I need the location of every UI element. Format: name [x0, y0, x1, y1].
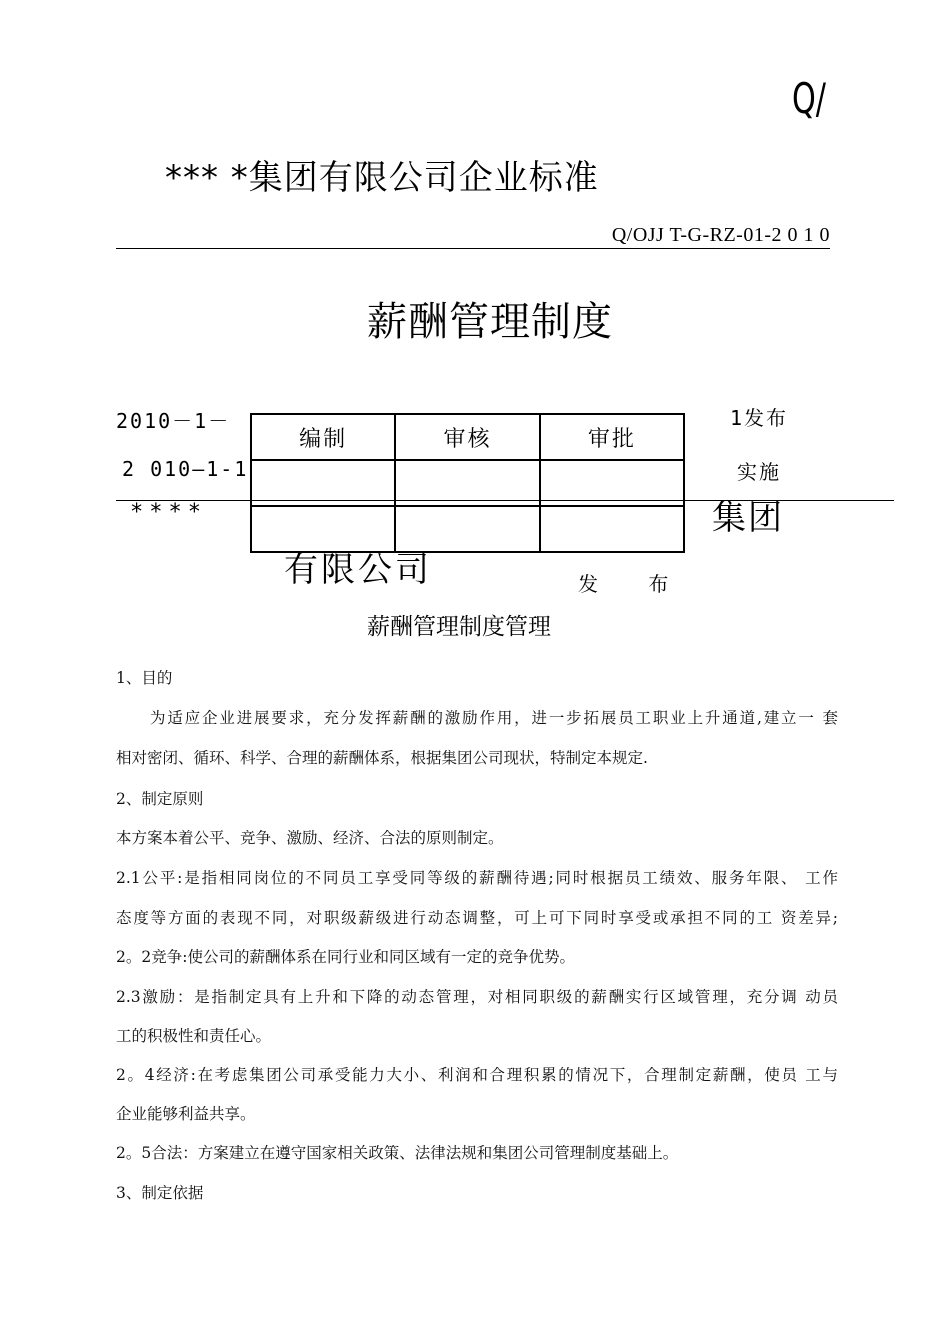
heading-purpose: 1、目的: [116, 669, 173, 687]
paragraph-purpose-line2: 相对密闭、循环、科学、合理的薪酬体系，根据集团公司现状，特制定本规定.: [116, 749, 648, 767]
issue-label: 1发布: [730, 406, 789, 430]
document-title: 薪酬管理制度: [367, 299, 613, 345]
approval-cell: [251, 460, 395, 506]
paragraph-fairness-line1: 2.1公平:是指相同岗位的不同员工享受同等级的薪酬待遇;同时根据员工绩效、服务年限、 工作: [116, 869, 838, 887]
approval-cell: [395, 506, 539, 552]
header-divider: [116, 248, 830, 249]
paragraph-competition: 2。2竞争:使公司的薪酬体系在同行业和同区域有一定的竞争优势。: [116, 948, 575, 966]
paragraph-purpose-line1: 为适应企业进展要求，充分发挥薪酬的激励作用，进一步拓展员工职业上升通道,建立一 套: [150, 709, 838, 727]
approval-cell: [540, 460, 684, 506]
paragraph-economy-line2: 企业能够利益共享。: [116, 1105, 256, 1123]
company-standard-title: *** *集团有限公司企业标准: [165, 158, 599, 198]
company-ltd: 有限公司: [284, 550, 432, 590]
approval-table-row: [251, 460, 684, 506]
approval-header-compile: 编制: [251, 414, 395, 460]
standard-code: Q/OJJ T-G-RZ-01-2 0 1 0: [611, 224, 830, 246]
paragraph-economy-line1: 2。4经济:在考虑集团公司承受能力大小、利润和合理积累的情况下，合理制定薪酬，使员 工与: [116, 1066, 838, 1084]
approval-table: [250, 413, 685, 553]
issue-date: 2010－1－: [116, 409, 231, 433]
paragraph-principles: 本方案本着公平、竞争、激励、经济、合法的原则制定。: [116, 829, 504, 847]
implement-date: 2 010—1-1: [122, 457, 249, 481]
approval-table-header-row: [251, 414, 684, 460]
company-stars: ****: [130, 500, 207, 525]
company-group: 集团: [712, 498, 784, 538]
implement-label: 实施: [737, 460, 781, 484]
approval-cell: [251, 506, 395, 552]
standard-q-mark: Q/: [792, 74, 826, 123]
paragraph-incentive-line1: 2.3激励：是指制定具有上升和下降的动态管理，对相同职级的薪酬实行区域管理，充分调 动员: [116, 988, 838, 1006]
section-title: 薪酬管理制度管理: [367, 614, 551, 640]
paragraph-fairness-line2: 态度等方面的表现不同，对职级薪级进行动态调整，可上可下同时享受或承担不同的工 资差异;: [116, 909, 838, 927]
approval-header-review: 审核: [395, 414, 539, 460]
paragraph-legality: 2。5合法：方案建立在遵守国家相关政策、法律法规和集团公司管理制度基础上。: [116, 1144, 679, 1162]
approval-header-approve: 审批: [540, 414, 684, 460]
approval-cell: [395, 460, 539, 506]
paragraph-incentive-line2: 工的积极性和责任心。: [116, 1027, 272, 1045]
publish-label: 发 布: [578, 572, 691, 596]
heading-principles: 2、制定原则: [116, 790, 204, 808]
approval-cell: [540, 506, 684, 552]
approval-table-row: [251, 506, 684, 552]
heading-basis: 3、制定依据: [116, 1184, 204, 1202]
